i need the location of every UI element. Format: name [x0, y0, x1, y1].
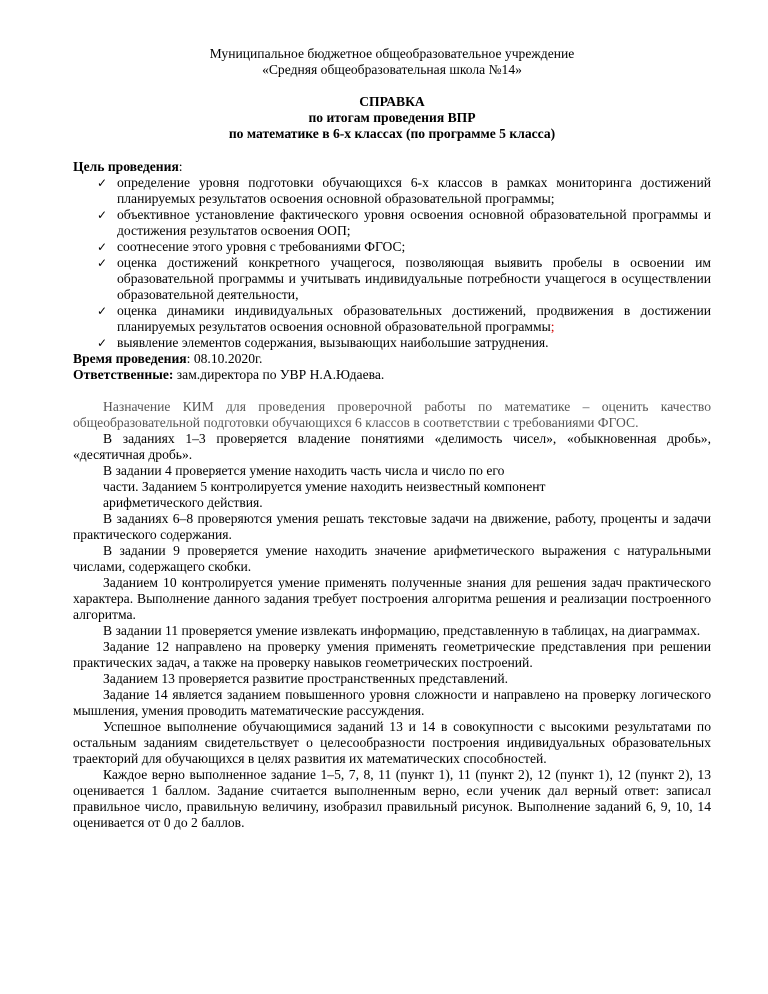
checkmark-icon: ✓ — [97, 176, 108, 190]
time-label: Время проведения — [73, 351, 187, 366]
paragraph-task-12: Задание 12 направлено на проверку умения применять геометрические представления при решении практических задач, а также на проверку навыков геометрических построений. — [73, 639, 711, 670]
checkmark-icon: ✓ — [97, 336, 108, 350]
paragraph-task-14: Задание 14 является заданием повышенного уровня сложности и направлено на проверку логического мышления, умения проводить математические рассуждения. — [73, 687, 711, 718]
paragraph-task-11: В задании 11 проверяется умение извлекать информацию, представленную в таблицах, на диаграммах. — [103, 623, 701, 638]
document-title — [73, 94, 711, 142]
paragraph-success: Успешное выполнение обучающимися заданий 13 и 14 в совокупности с высокими результатами по остальным заданиям свидетельствует о целесообразности построения индивидуальных образовательных траекторий для обучающихся в целях развития их математических способностей. — [73, 719, 711, 766]
title-line2: по итогам проведения ВПР — [308, 110, 476, 125]
paragraph-purpose: Назначение КИМ для проведения проверочной работы по математике – оценить качество общеобразовательной подготовки обучающихся 6 классов в соответствии с требованиями ФГОС. — [73, 399, 711, 430]
title-line1: СПРАВКА — [359, 94, 425, 109]
paragraph-tasks-4-5: В задании 4 проверяется умение находить часть числа и число по его части. Заданием 5 контролируется умение находить неизвестный компонент арифметического действия. — [103, 463, 546, 510]
paragraph-task-13: Заданием 13 проверяется развитие пространственных представлений. — [103, 671, 508, 686]
responsible-line — [73, 367, 711, 383]
goal-colon: : — [178, 159, 183, 174]
paragraph-task-9: В задании 9 проверяется умение находить значение арифметического выражения с натуральными числами, содержащего скобки. — [73, 543, 711, 574]
paragraph-tasks-1-3: В заданиях 1–3 проверяется владение понятиями «делимость чисел», «обыкновенная дробь», «десятичная дробь». — [73, 431, 711, 462]
school-name-line2: «Средняя общеобразовательная школа №14» — [262, 62, 522, 77]
checkmark-icon: ✓ — [97, 240, 108, 254]
goal-label: Цель проведения — [73, 159, 179, 174]
responsible-value: зам.директора по УВР Н.А.Юдаева. — [173, 367, 385, 382]
list-item: ✓ оценка динамики индивидуальных образовательных достижений, продвижения в достижении планируемых результатов освоения основной образовательной программы; — [97, 303, 711, 334]
red-semicolon: ; — [550, 319, 555, 334]
list-item: ✓ объективное установление фактического уровня освоения основной образовательной программы и достижения результатов освоения ООП; — [97, 207, 711, 238]
checkmark-icon: ✓ — [97, 304, 108, 318]
title-line3: по математике в 6-х классах (по программе 5 класса) — [228, 126, 556, 141]
list-item: ✓ оценка достижений конкретного учащегося, позволяющая выявить пробелы в освоении им образовательной программы и учитывать индивидуальные потребности учащегося в осуществлении образовательной деятельности, — [97, 255, 711, 302]
paragraph-tasks-6-8: В заданиях 6–8 проверяются умения решать текстовые задачи на движение, работу, проценты и задачи практического содержания. — [73, 511, 711, 542]
responsible-label: Ответственные: — [73, 367, 174, 382]
checkmark-icon: ✓ — [97, 208, 108, 222]
school-name-line1: Муниципальное бюджетное общеобразовательное учреждение — [209, 46, 575, 61]
paragraph-task-10: Заданием 10 контролируется умение применять полученные знания для решения задач практического характера. Выполнение данного задания требует построения алгоритма решения и реализации построенного алгоритма. — [73, 575, 711, 622]
school-header — [73, 46, 711, 78]
time-value: : 08.10.2020г. — [186, 351, 263, 366]
list-item: ✓ соотнесение этого уровня с требованиями ФГОС; — [97, 239, 406, 254]
list-item: ✓ определение уровня подготовки обучающихся 6-х классов в рамках мониторинга достижений планируемых результатов освоения основной образовательной программы; — [97, 175, 711, 206]
time-line — [73, 351, 711, 367]
goal-list — [73, 175, 711, 351]
list-item: ✓ выявление элементов содержания, вызывающих наибольшие затруднения. — [97, 335, 549, 350]
checkmark-icon: ✓ — [97, 256, 108, 270]
goal-heading — [73, 159, 711, 175]
paragraph-scoring: Каждое верно выполненное задание 1–5, 7, 8, 11 (пункт 1), 11 (пункт 2), 12 (пункт 1), 12 (пункт 2), 13 оценивается 1 баллом. Задание считается выполненным верно, если ученик дал верный ответ: записал правильное число, правильную величину, изобразил правильный рисунок. Выполнение заданий 6, 9, 10, 14 оценивается от 0 до 2 баллов. — [73, 767, 711, 830]
